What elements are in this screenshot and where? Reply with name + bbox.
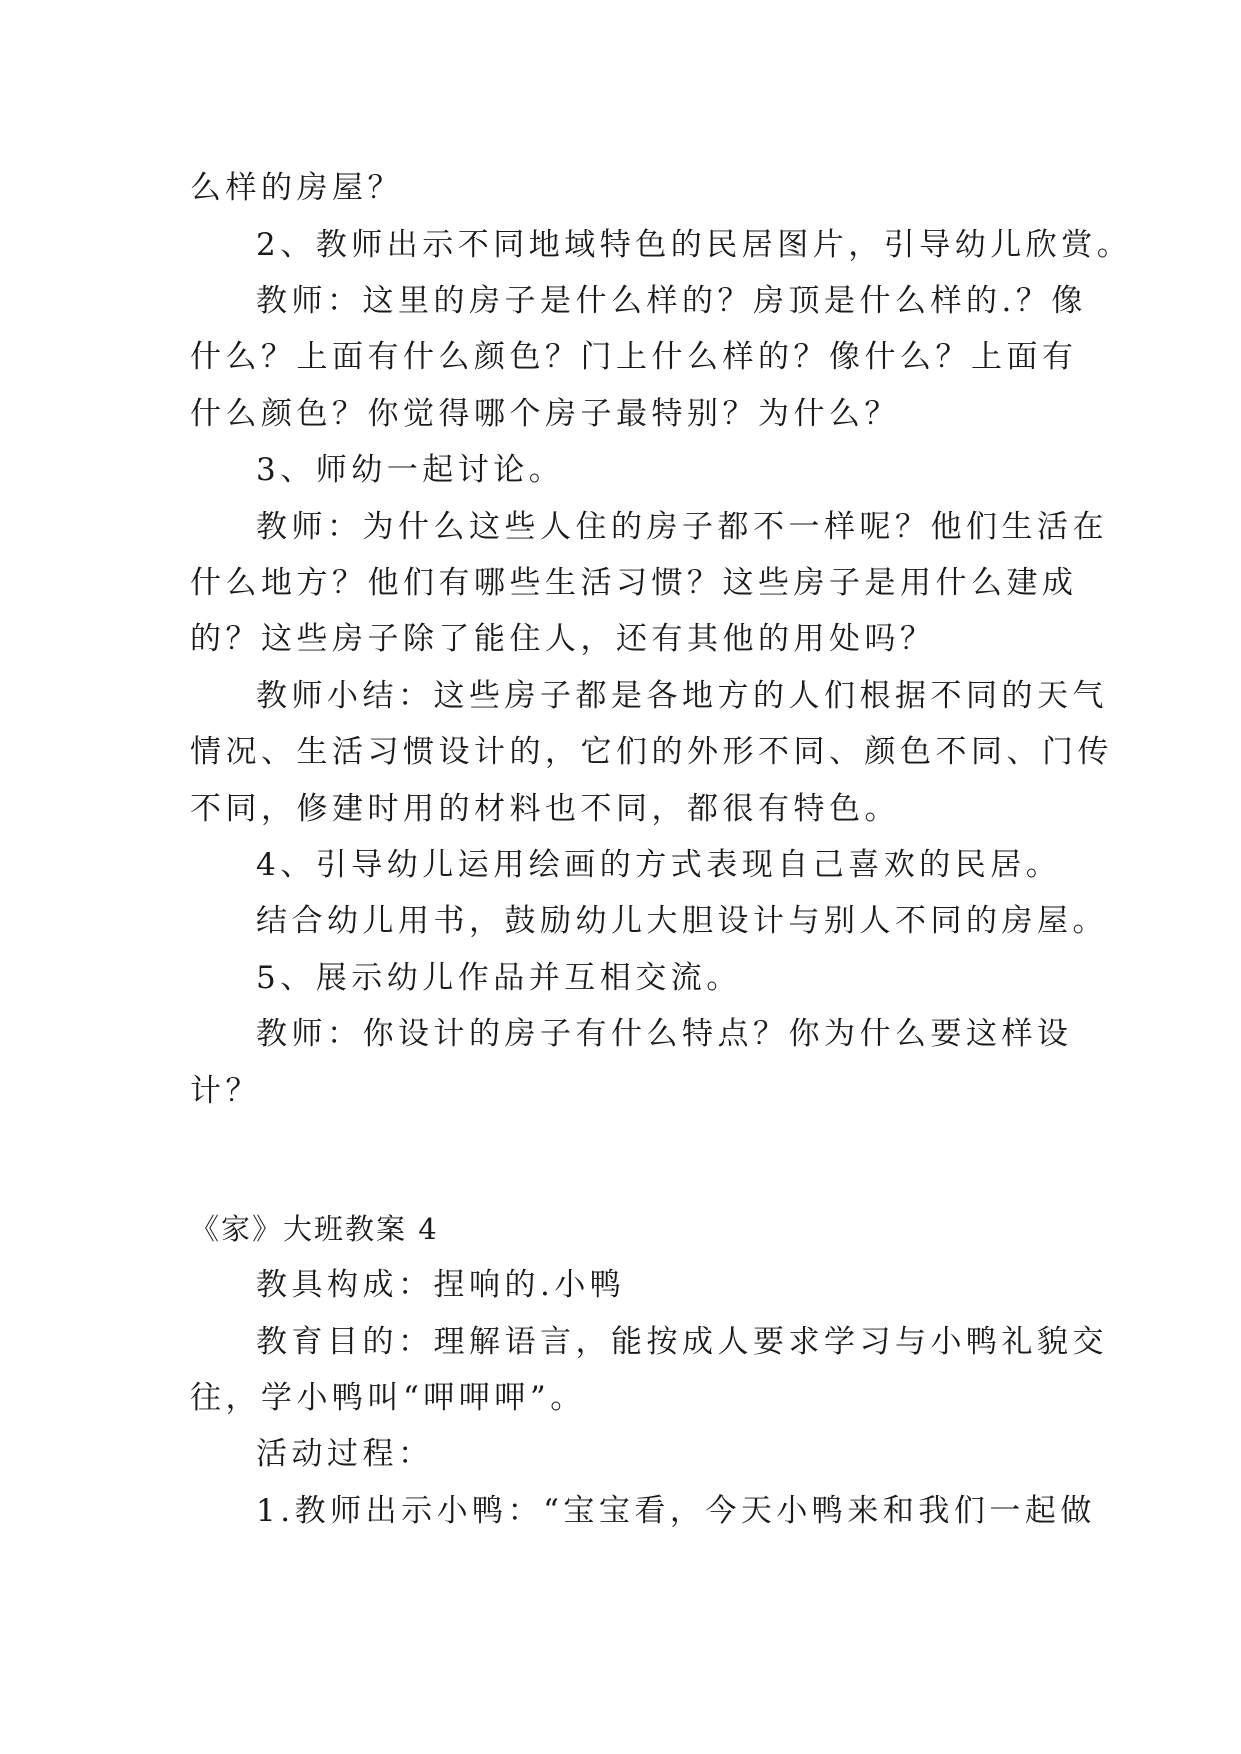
- text-line: 5、展示幼儿作品并互相交流。: [256, 960, 742, 996]
- text-line: 教师：这里的房子是什么样的？房顶是什么样的.？像: [256, 283, 1087, 319]
- text-line: 什么地方？他们有哪些生活习惯？这些房子是用什么建成: [190, 565, 1078, 601]
- text-line: 2、教师出示不同地域特色的民居图片，引导幼儿欣赏。: [256, 227, 1133, 263]
- text-line: 教师：你设计的房子有什么特点？你为什么要这样设: [256, 1016, 1073, 1052]
- text-line: 的？这些房子除了能住人，还有其他的用处吗？: [190, 621, 936, 657]
- text-line: 么样的房屋？: [190, 170, 403, 206]
- text-line: 往，学小鸭叫“呷呷呷”。: [190, 1380, 586, 1416]
- text-line: 计？: [190, 1073, 261, 1109]
- text-line: 结合幼儿用书，鼓励幼儿大胆设计与别人不同的房屋。: [256, 903, 1108, 939]
- text-line: 不同，修建时用的材料也不同，都很有特色。: [190, 791, 900, 827]
- text-line: 什么颜色？你觉得哪个房子最特别？为什么？: [190, 396, 900, 432]
- text-line: 教育目的：理解语言，能按成人要求学习与小鸭礼貌交: [256, 1324, 1108, 1360]
- text-line: 3、师幼一起讨论。: [256, 452, 565, 488]
- text-line: 情况、生活习惯设计的，它们的外形不同、颜色不同、门传: [190, 734, 1113, 770]
- text-line: 教师：为什么这些人住的房子都不一样呢？他们生活在: [256, 509, 1108, 545]
- text-line: 活动过程：: [256, 1436, 434, 1472]
- text-line: 1.教师出示小鸭：“宝宝看，今天小鸭来和我们一起做: [256, 1493, 1096, 1529]
- text-line: 教具构成：捏响的.小鸭: [256, 1267, 626, 1303]
- text-line: 4、引导幼儿运用绘画的方式表现自己喜欢的民居。: [256, 847, 1062, 883]
- text-line: 什么？上面有什么颜色？门上什么样的？像什么？上面有: [190, 339, 1078, 375]
- text-line: 教师小结：这些房子都是各地方的人们根据不同的天气: [256, 678, 1108, 714]
- section-heading: 《家》大班教案 4: [190, 1212, 439, 1246]
